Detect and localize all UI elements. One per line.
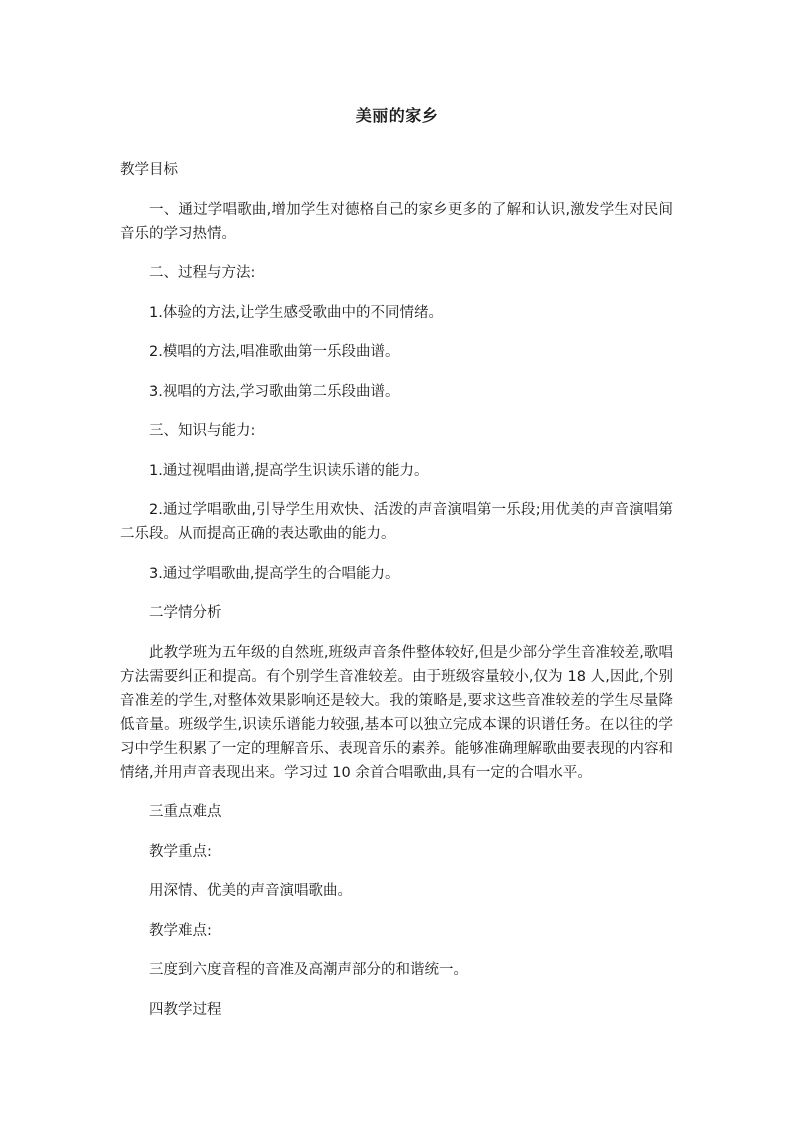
- document-title: 美丽的家乡: [355, 106, 439, 125]
- section-heading-analysis: 二学情分析: [149, 605, 222, 621]
- section-heading-process: 四教学过程: [149, 1001, 222, 1018]
- paragraph: 2.通过学唱歌曲,引导学生用欢快、活泼的声音演唱第一乐段;用优美的声音演唱第二乐段。从而提高正确的表达歌曲的能力。: [120, 502, 673, 542]
- section-heading-keypoints: 三重点难点: [149, 804, 222, 820]
- paragraph: 1.通过视唱曲谱,提高学生识读乐谱的能力。: [149, 462, 429, 479]
- paragraph: 3.视唱的方法,学习歌曲第二乐段曲谱。: [149, 383, 400, 400]
- document-body: [120, 158, 673, 1037]
- paragraph: 此教学班为五年级的自然班,班级声音条件整体较好,但是少部分学生音准较差,歌唱方法需要纠正和提高。有个别学生音准较差。由于班级容量较小,仅为 18 人,因此,个别音准差的学生,对整体效果影响还是较大。我的策略是,要求这些音准较差的学生尽量降低音量。班级学生,识读乐谱能力较强,基本可以独立完成本课的识谱任务。在以往的学习中学生积累了一定的理解音乐、表现音乐的素养。能够准确理解歌曲要表现的内容和情绪,并用声音表现出来。学习过 10 余首合唱歌曲,具有一定的合唱水平。: [120, 644, 673, 781]
- paragraph: 教学重点:: [149, 843, 212, 860]
- paragraph: 用深情、优美的声音演唱歌曲。: [149, 883, 352, 899]
- paragraph: 一、通过学唱歌曲,增加学生对德格自己的家乡更多的了解和认识,激发学生对民间音乐的学习热情。: [120, 201, 673, 242]
- paragraph: 3.通过学唱歌曲,提高学生的合唱能力。: [149, 565, 400, 582]
- paragraph: 三度到六度音程的音准及高潮声部分的和谐统一。: [149, 962, 468, 978]
- paragraph: 1.体验的方法,让学生感受歌曲中的不同情绪。: [149, 304, 443, 321]
- paragraph: 三、知识与能力:: [149, 423, 256, 439]
- paragraph: 教学难点:: [149, 922, 212, 939]
- section-heading-objectives: 教学目标: [120, 162, 178, 178]
- paragraph: 二、过程与方法:: [149, 265, 256, 281]
- paragraph: 2.模唱的方法,唱准歌曲第一乐段曲谱。: [149, 344, 400, 360]
